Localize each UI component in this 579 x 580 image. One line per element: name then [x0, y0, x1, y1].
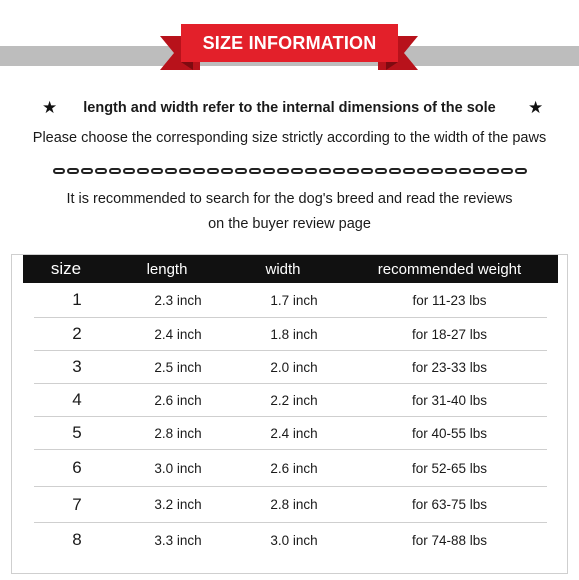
chain-link [361, 168, 373, 174]
table-row [34, 417, 547, 450]
table-row [34, 318, 547, 351]
weight-cell: for 23-33 lbs [411, 359, 488, 375]
header-width: width [265, 260, 301, 278]
chain-link [221, 168, 233, 174]
width-cell: 2.8 inch [270, 497, 318, 512]
ribbon-fold-right [386, 62, 398, 70]
length-cell: 3.3 inch [154, 532, 202, 548]
chain-link [193, 168, 205, 174]
length-cell: 2.3 inch [154, 292, 202, 308]
chain-link [487, 168, 499, 174]
chain-link [81, 168, 93, 174]
width-cell: 2.2 inch [270, 392, 318, 408]
banner-title: SIZE INFORMATION [202, 32, 377, 53]
chain-link [389, 168, 401, 174]
chain-link [263, 168, 275, 174]
table-row [34, 351, 547, 384]
header-length: length [146, 260, 188, 278]
recommendation-line-1: It is recommended to search for the dog's breed and read the reviews [66, 191, 513, 207]
chain-link [95, 168, 107, 174]
chain-link [501, 168, 513, 174]
length-cell: 2.5 inch [154, 359, 202, 375]
chain-link [179, 168, 191, 174]
chain-link [291, 168, 303, 174]
length-cell: 2.6 inch [154, 392, 202, 408]
chain-link [109, 168, 121, 174]
chain-link [67, 168, 79, 174]
chain-link [459, 168, 471, 174]
weight-cell: for 18-27 lbs [411, 326, 488, 342]
chain-link [123, 168, 135, 174]
chain-link [207, 168, 219, 174]
header-size: size [50, 259, 82, 278]
chain-link [277, 168, 289, 174]
chain-link [137, 168, 149, 174]
chain-link [515, 168, 527, 174]
size-cell: 4 [72, 390, 82, 409]
chain-link [445, 168, 457, 174]
chain-link [473, 168, 485, 174]
length-cell: 2.8 inch [154, 425, 202, 441]
weight-cell: for 40-55 lbs [411, 425, 488, 441]
width-cell: 2.6 inch [270, 460, 318, 476]
size-cell: 6 [72, 458, 82, 477]
chain-link [53, 168, 65, 174]
size-information-banner [181, 24, 398, 62]
chain-link [403, 168, 415, 174]
chain-divider [0, 164, 579, 178]
size-table [11, 254, 568, 574]
header-recommended-weight: recommended weight [377, 260, 522, 278]
size-cell: 5 [72, 423, 82, 442]
width-cell: 2.4 inch [270, 425, 318, 441]
size-cell: 2 [72, 324, 82, 343]
width-cell: 3.0 inch [270, 532, 318, 548]
weight-cell: for 52-65 lbs [411, 460, 488, 476]
weight-cell: for 31-40 lbs [411, 392, 488, 408]
width-cell: 2.0 inch [270, 359, 318, 375]
width-cell: 1.7 inch [270, 292, 318, 308]
size-cell: 7 [72, 494, 82, 514]
table-header [23, 255, 558, 283]
chain-link [333, 168, 345, 174]
recommendation-line-2: on the buyer review page [208, 216, 371, 232]
chain-link [305, 168, 317, 174]
star-icon: ★ [42, 98, 58, 117]
chain-link [431, 168, 443, 174]
weight-cell: for 11-23 lbs [412, 292, 487, 308]
size-cell: 8 [72, 530, 82, 549]
table-row [34, 487, 547, 523]
star-icon: ★ [528, 98, 544, 117]
length-cell: 3.2 inch [154, 497, 202, 512]
table-row [34, 283, 547, 318]
chain-link [249, 168, 261, 174]
chain-link [347, 168, 359, 174]
weight-cell: for 74-88 lbs [411, 532, 488, 548]
chain-link [319, 168, 331, 174]
paw-width-note: Please choose the corresponding size strictly according to the width of the paws [32, 130, 547, 146]
length-cell: 3.0 inch [154, 460, 202, 476]
sole-dimensions-note: length and width refer to the internal dimensions of the sole [83, 100, 496, 116]
table-row [34, 384, 547, 417]
chain-link [165, 168, 177, 174]
chain-link [235, 168, 247, 174]
length-cell: 2.4 inch [154, 326, 202, 342]
chain-link [417, 168, 429, 174]
size-cell: 3 [72, 357, 82, 376]
table-row [34, 450, 547, 487]
ribbon-fold-left [181, 62, 193, 70]
chain-link [151, 168, 163, 174]
size-cell: 1 [72, 290, 82, 309]
table-row [34, 523, 547, 557]
weight-cell: for 63-75 lbs [411, 497, 488, 512]
width-cell: 1.8 inch [270, 326, 318, 342]
chain-link [375, 168, 387, 174]
